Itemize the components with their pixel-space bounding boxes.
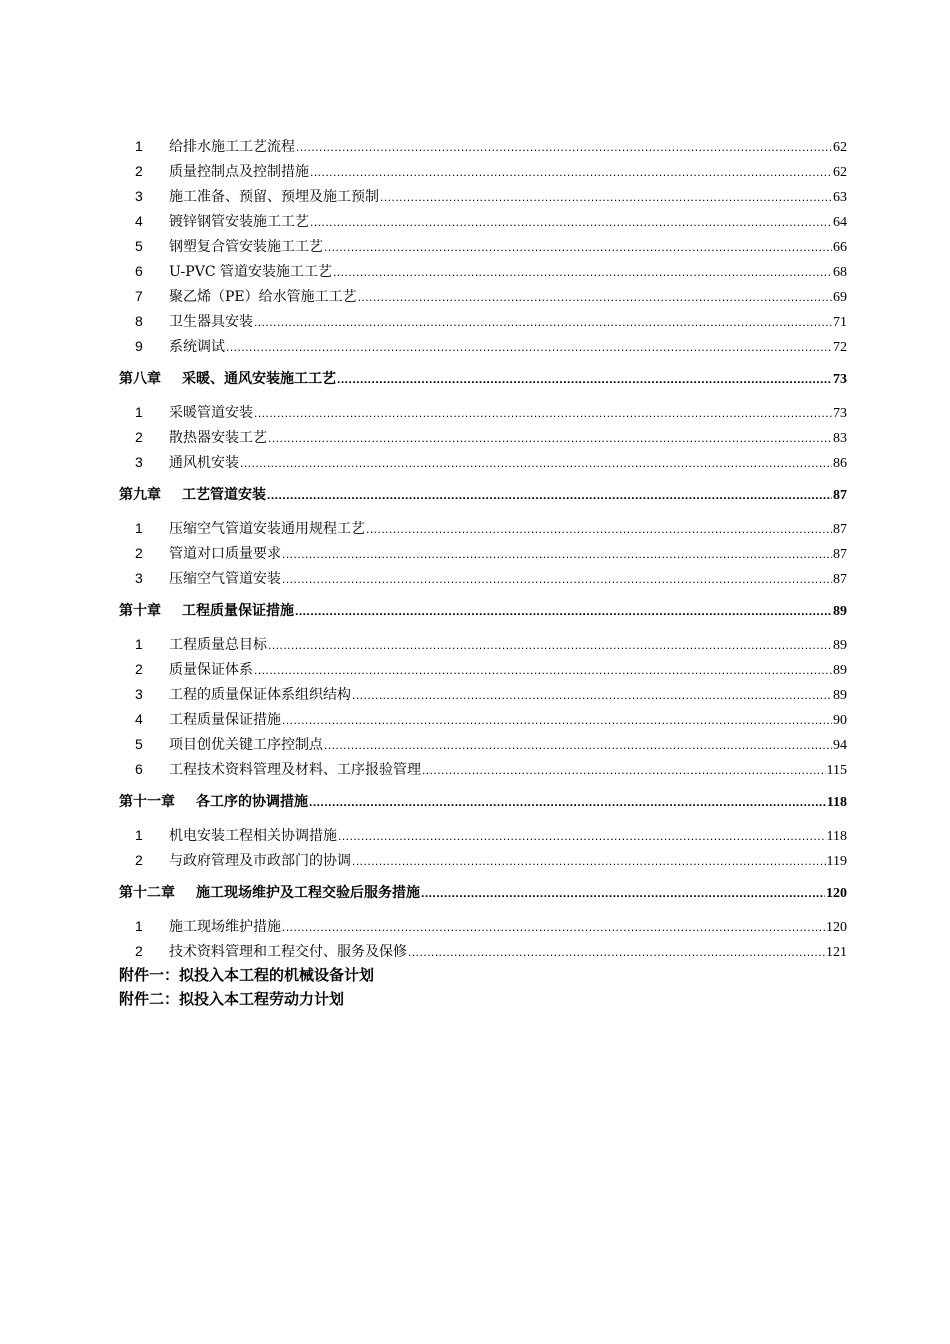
section-number: 3 (135, 188, 143, 204)
dot-leader (366, 521, 832, 537)
toc-section-entry[interactable] (119, 736, 847, 752)
dot-leader (358, 289, 832, 305)
dot-leader (254, 405, 832, 421)
section-number: 3 (135, 686, 143, 702)
dot-leader (254, 662, 832, 678)
dot-leader (240, 455, 832, 471)
page-number: 62 (833, 140, 847, 155)
dot-leader (309, 794, 826, 810)
page-number: 64 (833, 215, 847, 230)
toc-section-entry[interactable] (119, 313, 847, 329)
toc-section-entry[interactable] (119, 288, 847, 304)
dot-leader (422, 762, 826, 778)
dot-leader (295, 603, 832, 619)
section-number: 3 (135, 570, 143, 586)
section-title: 压缩空气管道安装通用规程工艺 (169, 521, 365, 537)
dot-leader (338, 828, 826, 844)
section-number: 5 (135, 238, 143, 254)
section-title: 与政府管理及市政部门的协调 (169, 853, 351, 869)
section-number: 1 (135, 636, 143, 652)
chapter-label: 第十章 (119, 603, 161, 619)
dot-leader (380, 189, 832, 205)
section-title: 工程技术资料管理及材料、工序报验管理 (169, 762, 421, 778)
section-title: 系统调试 (169, 339, 225, 355)
chapter-title: 工程质量保证措施 (182, 603, 294, 619)
page-number: 89 (833, 638, 847, 653)
page-number: 87 (833, 522, 847, 537)
page-number: 68 (833, 265, 847, 280)
toc-chapter-entry[interactable] (119, 794, 847, 810)
toc-section-entry[interactable] (119, 570, 847, 586)
section-title: 机电安装工程相关协调措施 (169, 828, 337, 844)
section-title: 质量保证体系 (169, 662, 253, 678)
section-number: 5 (135, 736, 143, 752)
section-title: 钢塑复合管安装施工工艺 (169, 239, 323, 255)
section-title: 给排水施工工艺流程 (169, 139, 295, 155)
toc-section-entry[interactable] (119, 429, 847, 445)
page-number: 120 (826, 886, 847, 901)
section-number: 2 (135, 429, 143, 445)
toc-chapter-entry[interactable] (119, 371, 847, 387)
toc-section-entry[interactable] (119, 188, 847, 204)
dot-leader (310, 214, 832, 230)
toc-chapter-entry[interactable] (119, 487, 847, 503)
section-title: 聚乙烯（PE）给水管施工工艺 (169, 289, 357, 305)
section-title: 工程的质量保证体系组织结构 (169, 687, 351, 703)
section-title: 技术资料管理和工程交付、服务及保修 (169, 944, 407, 960)
section-title: 压缩空气管道安装 (169, 571, 281, 587)
chapter-title: 采暖、通风安装施工工艺 (182, 371, 336, 387)
section-title: 工程质量保证措施 (169, 712, 281, 728)
page-number: 69 (833, 290, 847, 305)
section-title: 施工准备、预留、预埋及施工预制 (169, 189, 379, 205)
page-number: 94 (833, 738, 847, 753)
dot-leader (337, 371, 832, 387)
toc-chapter-entry[interactable] (119, 603, 847, 619)
chapter-title: 施工现场维护及工程交验后服务措施 (196, 885, 420, 901)
chapter-title: 工艺管道安装 (182, 487, 266, 503)
dot-leader (254, 314, 832, 330)
toc-section-entry[interactable] (119, 827, 847, 843)
toc-section-entry[interactable] (119, 636, 847, 652)
section-number: 2 (135, 852, 143, 868)
page-number: 119 (826, 854, 847, 869)
page-number: 87 (833, 572, 847, 587)
section-title: 项目创优关键工序控制点 (169, 737, 323, 753)
section-number: 1 (135, 520, 143, 536)
section-number: 2 (135, 545, 143, 561)
dot-leader (282, 571, 832, 587)
section-title: 质量控制点及控制措施 (169, 164, 309, 180)
page-number: 62 (833, 165, 847, 180)
table-of-contents (119, 138, 847, 1014)
dot-leader (421, 885, 825, 901)
page-number: 63 (833, 190, 847, 205)
dot-leader (226, 339, 832, 355)
section-number: 3 (135, 454, 143, 470)
toc-section-entry[interactable] (119, 545, 847, 561)
section-title: U-PVC 管道安装施工工艺 (169, 264, 332, 280)
toc-chapter-entry[interactable] (119, 885, 847, 901)
dot-leader (268, 430, 832, 446)
page-number: 71 (833, 315, 847, 330)
page-number: 73 (833, 372, 847, 387)
section-title: 施工现场维护措施 (169, 919, 281, 935)
toc-section-entry[interactable] (119, 761, 847, 777)
dot-leader (324, 239, 832, 255)
toc-section-entry[interactable] (119, 213, 847, 229)
dot-leader (282, 712, 832, 728)
section-number: 6 (135, 263, 143, 279)
page-number: 86 (833, 456, 847, 471)
toc-section-entry[interactable] (119, 520, 847, 536)
page-number: 83 (833, 431, 847, 446)
toc-section-entry[interactable] (119, 138, 847, 154)
section-number: 6 (135, 761, 143, 777)
chapter-title: 各工序的协调措施 (196, 794, 308, 810)
toc-section-entry[interactable] (119, 711, 847, 727)
appendix-entry[interactable]: 附件一：拟投入本工程的机械设备计划 (119, 966, 375, 984)
dot-leader (324, 737, 832, 753)
section-number: 2 (135, 661, 143, 677)
toc-section-entry[interactable] (119, 404, 847, 420)
page-number: 89 (833, 663, 847, 678)
section-title: 散热器安装工艺 (169, 430, 267, 446)
toc-section-entry[interactable] (119, 661, 847, 677)
page-number: 121 (826, 945, 847, 960)
section-number: 4 (135, 213, 143, 229)
chapter-label: 第九章 (119, 487, 161, 503)
page-number: 87 (833, 488, 847, 503)
section-number: 2 (135, 943, 143, 959)
toc-section-entry[interactable] (119, 338, 847, 354)
section-number: 1 (135, 827, 143, 843)
section-number: 8 (135, 313, 143, 329)
toc-section-entry[interactable] (119, 163, 847, 179)
dot-leader (352, 687, 832, 703)
page-number: 118 (826, 829, 847, 844)
chapter-label: 第十二章 (119, 885, 175, 901)
page-number: 115 (826, 763, 847, 778)
toc-section-entry[interactable] (119, 852, 847, 868)
page-number: 89 (833, 604, 847, 619)
toc-section-entry[interactable] (119, 238, 847, 254)
section-title: 通风机安装 (169, 455, 239, 471)
dot-leader (296, 139, 832, 155)
dot-leader (267, 487, 832, 503)
section-title: 工程质量总目标 (169, 637, 267, 653)
dot-leader (282, 546, 832, 562)
section-title: 镀锌钢管安装施工工艺 (169, 214, 309, 230)
toc-section-entry[interactable] (119, 454, 847, 470)
section-number: 1 (135, 918, 143, 934)
page-number: 72 (833, 340, 847, 355)
dot-leader (352, 853, 826, 869)
section-number: 4 (135, 711, 143, 727)
section-number: 1 (135, 138, 143, 154)
section-title: 管道对口质量要求 (169, 546, 281, 562)
appendix-entry[interactable]: 附件二：拟投入本工程劳动力计划 (119, 990, 345, 1008)
page-number: 120 (826, 920, 847, 935)
page-number: 87 (833, 547, 847, 562)
dot-leader (310, 164, 832, 180)
dot-leader (282, 919, 825, 935)
section-title: 卫生器具安装 (169, 314, 253, 330)
toc-section-entry[interactable] (119, 918, 847, 934)
section-title: 采暖管道安装 (169, 405, 253, 421)
dot-leader (268, 637, 832, 653)
section-number: 7 (135, 288, 143, 304)
section-number: 9 (135, 338, 143, 354)
page-number: 73 (833, 406, 847, 421)
dot-leader (408, 944, 825, 960)
toc-section-entry[interactable] (119, 686, 847, 702)
section-number: 2 (135, 163, 143, 179)
page-number: 118 (826, 795, 847, 810)
page-number: 90 (833, 713, 847, 728)
dot-leader (333, 264, 832, 280)
chapter-label: 第八章 (119, 371, 161, 387)
section-number: 1 (135, 404, 143, 420)
page-number: 66 (833, 240, 847, 255)
page-number: 89 (833, 688, 847, 703)
toc-section-entry[interactable] (119, 943, 847, 959)
toc-section-entry[interactable] (119, 263, 847, 279)
chapter-label: 第十一章 (119, 794, 175, 810)
